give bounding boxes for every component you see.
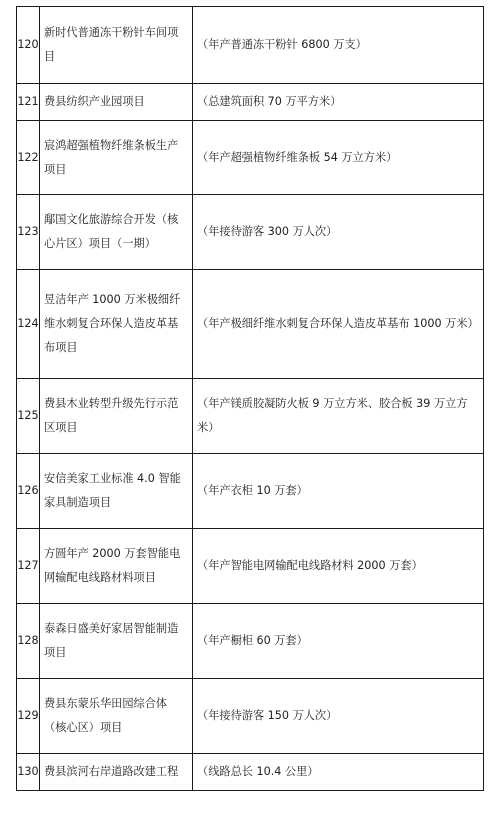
table-row — [17, 84, 484, 121]
project-description: （年产普通冻干粉针 6800 万支） — [193, 7, 484, 84]
project-table — [16, 6, 484, 791]
row-number: 127 — [17, 529, 40, 604]
project-name: 安信美家工业标准 4.0 智能家具制造项目 — [40, 454, 193, 529]
row-number: 123 — [17, 195, 40, 270]
table-row — [17, 754, 484, 791]
table-row — [17, 7, 484, 84]
row-number: 121 — [17, 84, 40, 121]
table-row — [17, 121, 484, 195]
table-row — [17, 529, 484, 604]
table-row — [17, 195, 484, 270]
project-name: 新时代普通冻干粉针车间项目 — [40, 7, 193, 84]
project-description: （年接待游客 150 万人次） — [193, 679, 484, 754]
row-number: 130 — [17, 754, 40, 791]
project-name: 费县木业转型升级先行示范区项目 — [40, 379, 193, 454]
row-number: 122 — [17, 121, 40, 195]
row-number: 126 — [17, 454, 40, 529]
project-description: （总建筑面积 70 万平方米） — [193, 84, 484, 121]
row-number: 124 — [17, 270, 40, 379]
project-name: 鄅国文化旅游综合开发（核心片区）项目（一期） — [40, 195, 193, 270]
project-description: （年产镁质胶凝防火板 9 万立方米、胶合板 39 万立方米） — [193, 379, 484, 454]
project-name: 泰森日盛美好家居智能制造项目 — [40, 604, 193, 679]
row-number: 125 — [17, 379, 40, 454]
table-row — [17, 379, 484, 454]
table-row — [17, 679, 484, 754]
project-description: （年产超强植物纤维条板 54 万立方米） — [193, 121, 484, 195]
project-description: （线路总长 10.4 公里） — [193, 754, 484, 791]
project-description: （年产衣柜 10 万套） — [193, 454, 484, 529]
row-number: 128 — [17, 604, 40, 679]
project-description: （年产智能电网输配电线路材料 2000 万套） — [193, 529, 484, 604]
table-row — [17, 454, 484, 529]
project-name: 方圆年产 2000 万套智能电网输配电线路材料项目 — [40, 529, 193, 604]
table-row — [17, 270, 484, 379]
project-name: 费县东蒙乐华田园综合体（核心区）项目 — [40, 679, 193, 754]
row-number: 129 — [17, 679, 40, 754]
project-description: （年产橱柜 60 万套） — [193, 604, 484, 679]
row-number: 120 — [17, 7, 40, 84]
table-row — [17, 604, 484, 679]
project-description: （年接待游客 300 万人次） — [193, 195, 484, 270]
project-name: 昱洁年产 1000 万米极细纤维水刺复合环保人造皮革基布项目 — [40, 270, 193, 379]
project-name: 费县纺织产业园项目 — [40, 84, 193, 121]
project-description: （年产极细纤维水刺复合环保人造皮革基布 1000 万米） — [193, 270, 484, 379]
project-name: 宸鸿超强植物纤维条板生产项目 — [40, 121, 193, 195]
project-name: 费县滨河右岸道路改建工程 — [40, 754, 193, 791]
